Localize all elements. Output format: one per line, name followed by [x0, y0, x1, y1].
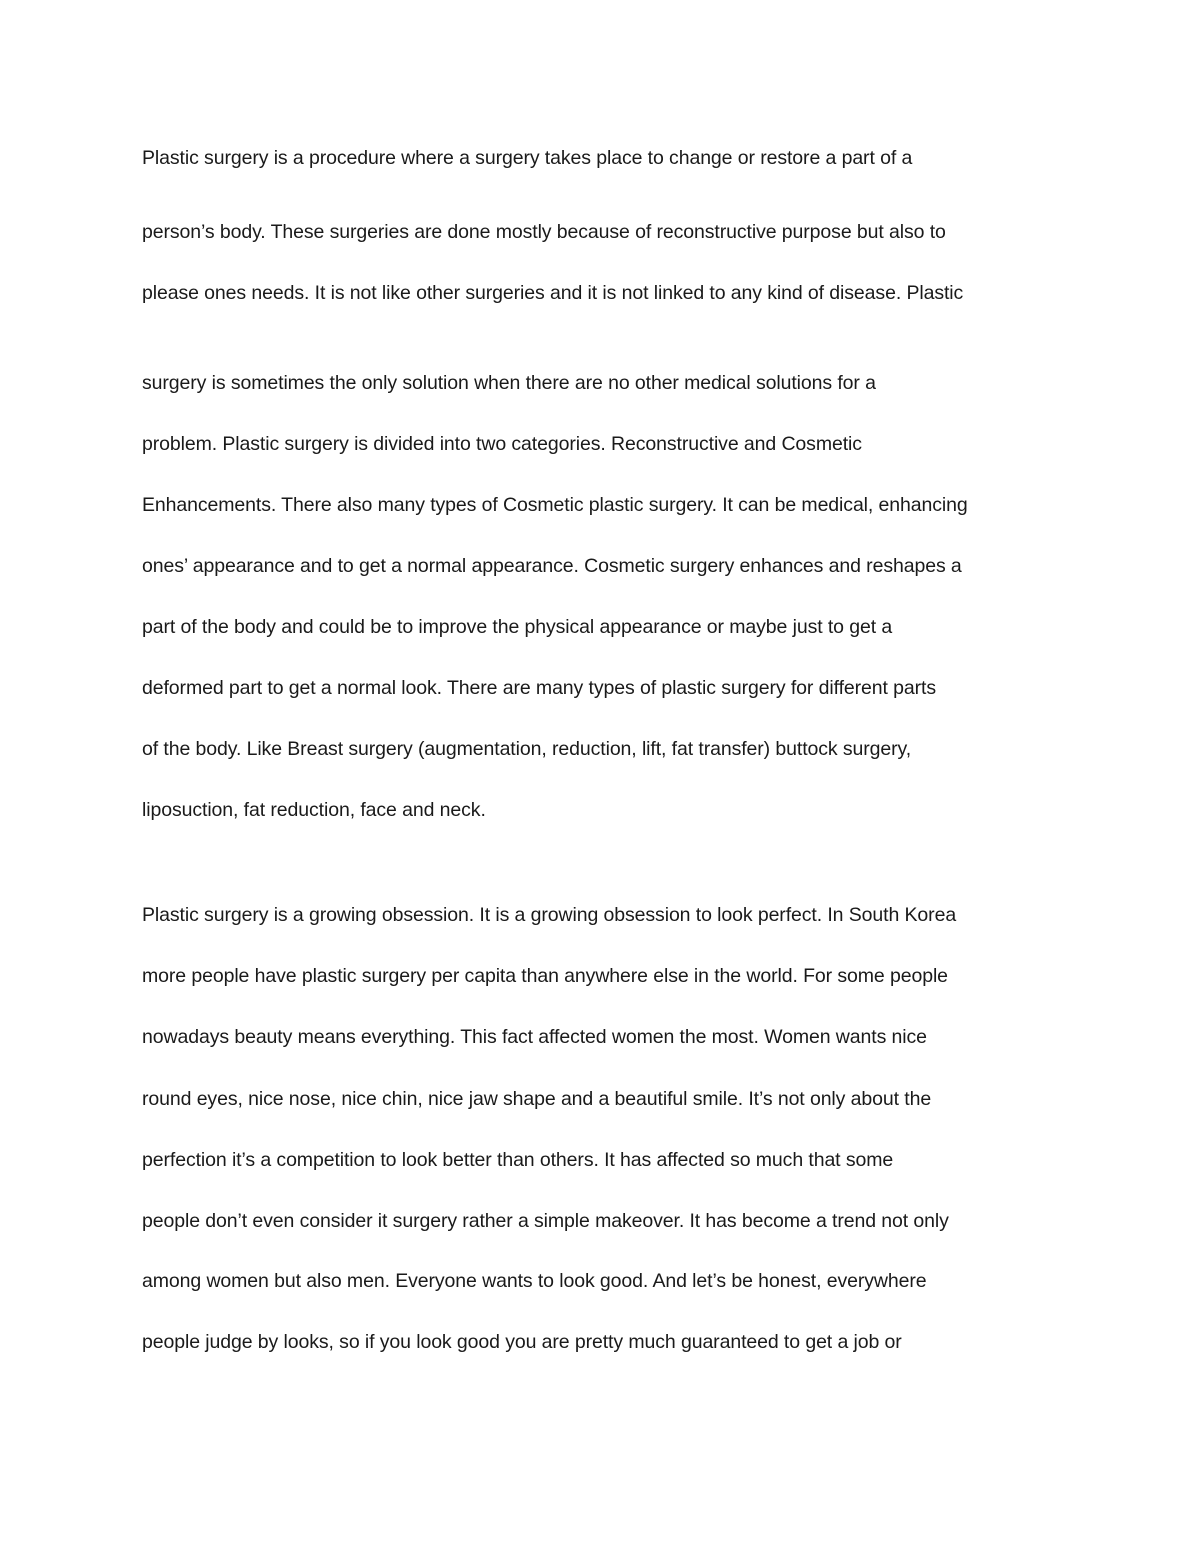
paragraph-2-line-8: people judge by looks, so if you look good you are pretty much guaranteed to get a job or — [142, 1331, 902, 1353]
paragraph-2-line-6: people don’t even consider it surgery rather a simple makeover. It has become a trend not only — [142, 1210, 949, 1232]
paragraph-2-line-3: nowadays beauty means everything. This fact affected women the most. Women wants nice — [142, 1026, 927, 1048]
paragraph-1-line-4: surgery is sometimes the only solution when there are no other medical solutions for a — [142, 372, 876, 394]
paragraph-2-line-2: more people have plastic surgery per capita than anywhere else in the world. For some people — [142, 965, 948, 987]
paragraph-1-line-10: of the body. Like Breast surgery (augmentation, reduction, lift, fat transfer) buttock surgery, — [142, 738, 912, 760]
paragraph-2-line-1: Plastic surgery is a growing obsession. It is a growing obsession to look perfect. In South Korea — [142, 904, 957, 926]
paragraph-1-line-7: ones’ appearance and to get a normal appearance. Cosmetic surgery enhances and reshapes a — [142, 555, 962, 577]
paragraph-1-line-1: Plastic surgery is a procedure where a surgery takes place to change or restore a part of a — [142, 147, 913, 169]
paragraph-1-line-5: problem. Plastic surgery is divided into two categories. Reconstructive and Cosmetic — [142, 433, 862, 455]
paragraph-2-line-5: perfection it’s a competition to look better than others. It has affected so much that some — [142, 1149, 894, 1171]
paragraph-2-line-4: round eyes, nice nose, nice chin, nice jaw shape and a beautiful smile. It’s not only about the — [142, 1088, 932, 1110]
paragraph-1-line-3: please ones needs. It is not like other surgeries and it is not linked to any kind of disease. Plastic — [142, 282, 964, 304]
paragraph-1-line-8: part of the body and could be to improve the physical appearance or maybe just to get a — [142, 616, 893, 638]
paragraph-2-line-7: among women but also men. Everyone wants to look good. And let’s be honest, everywhere — [142, 1270, 927, 1292]
paragraph-1-line-9: deformed part to get a normal look. There are many types of plastic surgery for different parts — [142, 677, 937, 699]
paragraph-1-line-6: Enhancements. There also many types of Cosmetic plastic surgery. It can be medical, enhancing — [142, 494, 968, 516]
paragraph-1-line-2: person’s body. These surgeries are done mostly because of reconstructive purpose but also to — [142, 221, 946, 243]
paragraph-1-line-11: liposuction, fat reduction, face and neck. — [142, 799, 486, 821]
